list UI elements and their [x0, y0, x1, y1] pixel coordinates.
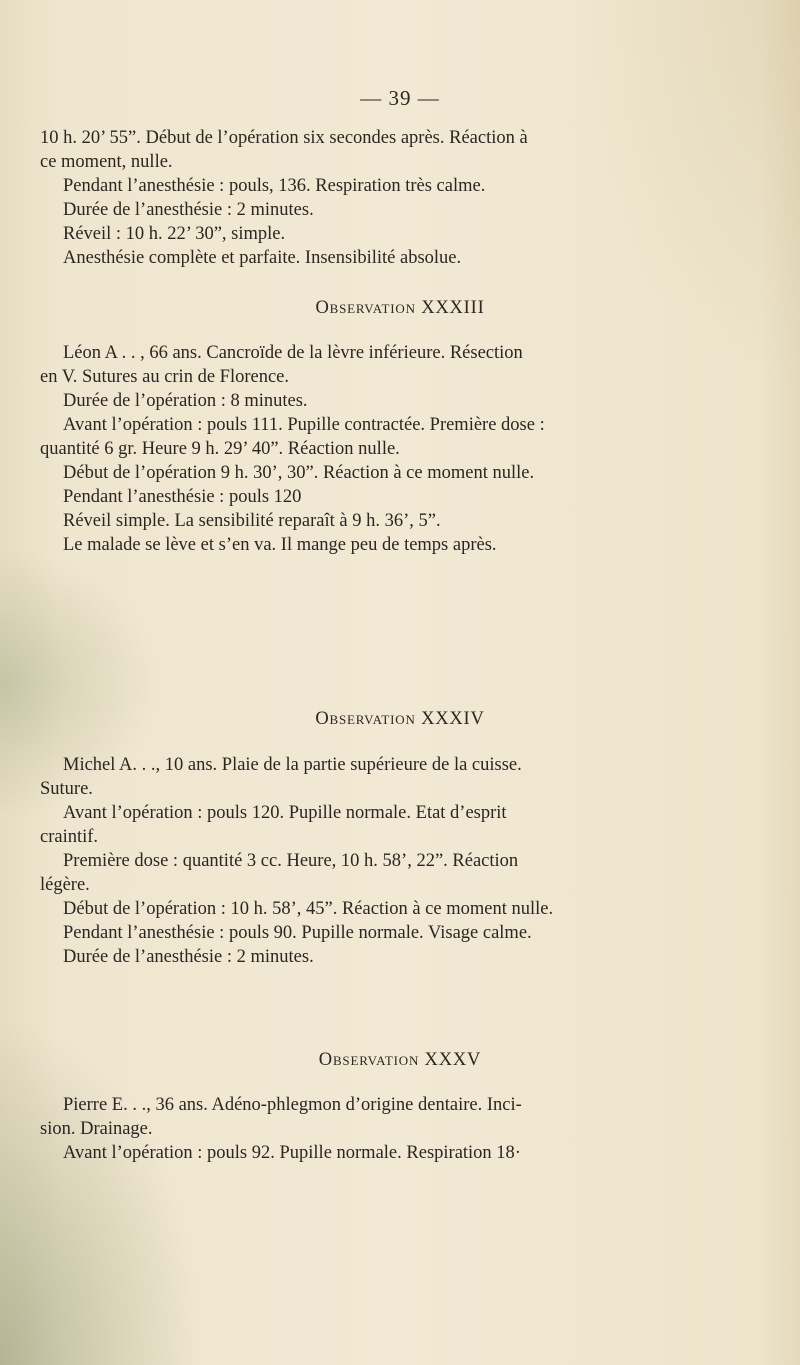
text-line: Début de l’opération : 10 h. 58’, 45”. Réaction à ce moment nulle.: [63, 899, 554, 919]
text-line: en V. Sutures au crin de Florence.: [40, 367, 290, 387]
text-line: Durée de l’opération : 8 minutes.: [63, 391, 308, 411]
observation-body: [40, 1093, 780, 1165]
text-line: Michel A. . ., 10 ans. Plaie de la partie supérieure de la cuisse.: [63, 755, 522, 775]
text-line: sion. Drainage.: [40, 1119, 153, 1139]
text-line: Réveil : 10 h. 22’ 30”, simple.: [63, 224, 286, 244]
observation-continuation: [40, 126, 780, 270]
text-line: Anesthésie complète et parfaite. Insensibilité absolue.: [63, 248, 462, 268]
observation-heading: Observation XXXIV: [315, 709, 485, 729]
text-line: quantité 6 gr. Heure 9 h. 29’ 40”. Réaction nulle.: [40, 439, 400, 459]
text-line: Durée de l’anesthésie : 2 minutes.: [63, 947, 314, 967]
observation-body: [40, 341, 780, 557]
text-line: Pendant l’anesthésie : pouls 120: [63, 487, 302, 507]
text-line: Première dose : quantité 3 cc. Heure, 10 h. 58’, 22”. Réaction: [63, 851, 519, 871]
text-line: Réveil simple. La sensibilité reparaît à 9 h. 36’, 5”.: [63, 511, 441, 531]
text-line: craintif.: [40, 827, 99, 847]
text-line: Pendant l’anesthésie : pouls, 136. Respiration très calme.: [63, 176, 486, 196]
text-line: Début de l’opération 9 h. 30’, 30”. Réaction à ce moment nulle.: [63, 463, 535, 483]
text-line: Suture.: [40, 779, 93, 799]
text-line: ce moment, nulle.: [40, 152, 173, 172]
observation-heading: Observation XXXV: [318, 1050, 482, 1070]
text-line: Léon A . . , 66 ans. Cancroïde de la lèvre inférieure. Résection: [63, 343, 523, 363]
text-line: légère.: [40, 875, 90, 895]
text-line: Pendant l’anesthésie : pouls 90. Pupille normale. Visage calme.: [63, 923, 532, 943]
text-line: Avant l’opération : pouls 120. Pupille normale. Etat d’esprit: [63, 803, 507, 823]
text-line: Avant l’opération : pouls 92. Pupille normale. Respiration 18·: [63, 1143, 521, 1163]
observation-body: [40, 753, 780, 969]
text-line: 10 h. 20’ 55”. Début de l’opération six secondes après. Réaction à: [40, 128, 528, 148]
text-line: Le malade se lève et s’en va. Il mange peu de temps après.: [63, 535, 497, 555]
observation-heading: Observation XXXIII: [315, 298, 485, 318]
page-number: — 39 —: [360, 86, 440, 110]
text-line: Durée de l’anesthésie : 2 minutes.: [63, 200, 314, 220]
text-line: Avant l’opération : pouls 111. Pupille contractée. Première dose :: [63, 415, 545, 435]
text-line: Pierre E. . ., 36 ans. Adéno-phlegmon d’origine dentaire. Inci-: [63, 1095, 522, 1115]
